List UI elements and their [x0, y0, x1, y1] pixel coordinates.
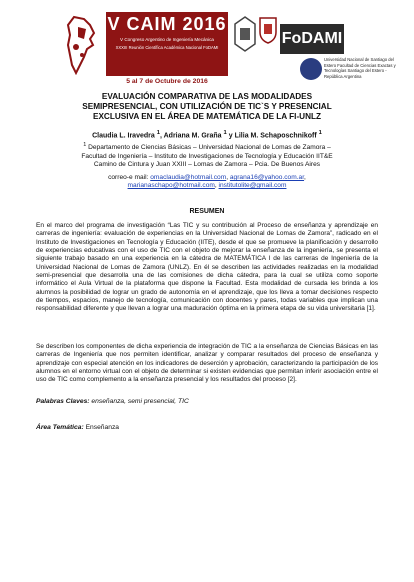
- caim-subtitle: V Congreso Argentino de Ingeniería Mecánica: [120, 37, 214, 42]
- faculty-logo: [234, 16, 256, 52]
- email-line: correo-e mail: omaclaudia@hotmail.com, agrana16@yahoo.com.ar,: [108, 174, 306, 181]
- email-block: [36, 174, 378, 191]
- title-line-3: EXCLUSIVA EN EL ÁREA DE MATEMÁTICA DE LA FI-UNLZ: [92, 112, 322, 122]
- abstract-heading: RESUMEN: [189, 208, 225, 215]
- area-label: Área Temática:: [36, 424, 84, 431]
- author-affiliation-mark: 1: [223, 130, 227, 136]
- author-affiliation-mark: 1: [156, 130, 160, 136]
- affiliation-line: $^1$ Departamento de Ciencias Básicas – Universidad Nacional de Lomas de Zamora –: [83, 142, 331, 152]
- caim-title: V CAIM 2016: [107, 14, 227, 34]
- author-affiliation-mark: 1: [318, 130, 322, 136]
- affiliation: [36, 141, 378, 169]
- affiliation-line: Facultad de Ingeniería – Instituto de Investigaciones de Tecnología y Educación IIT&E: [81, 152, 333, 160]
- author-name: Lilia M. Schaposchnikoff: [234, 132, 317, 140]
- email-link[interactable]: marianaschapo@hotmail.com: [127, 182, 215, 190]
- caim-meeting: XXXIII Reunión Científica Académica Nacional FoDAMI: [115, 45, 219, 50]
- email-line: marianaschapo@hotmail.com, institutolite@gmail.com: [127, 182, 287, 190]
- email-label: correo-e mail:: [108, 174, 149, 181]
- affiliation-line: Camino de Cintura y Juan XXIII – Lomas de Zamora – Pcia. De Buenos Aires: [93, 161, 321, 168]
- argentina-map-logo: [60, 15, 102, 75]
- email-link[interactable]: omaclaudia@hotmail.com: [150, 174, 227, 181]
- university-name: Universidad Nacional de Santiago del Estero Facultad de Ciencias Exactas y Tecnologías Santiago del Estero - República Argentina: [324, 57, 396, 79]
- keywords-label: Palabras Claves:: [36, 398, 90, 405]
- keywords-value: enseñanza, semi presencial, TIC: [91, 398, 189, 405]
- email-link[interactable]: agrana16@yahoo.com.ar: [229, 174, 305, 181]
- author-name: Adriana M. Graña: [163, 132, 222, 140]
- caim-dates: 5 al 7 de Octubre de 2016: [106, 76, 228, 88]
- abstract-paragraph: En el marco del programa de investigación “Las TIC y su contribución al Proceso de enseñanza y aprendizaje en carreras de ingeniería: evaluación de experiencias en la Universidad Nacional de Lomas de Zamora”, radicado en el Instituto de Investigaciones en Tecnología y Educación (IITE), desde el que se promueve la planificación y desarrollo de experiencias educativas con el uso de TIC con el objeto de mejorar la enseñanza de la ingeniería, se presenta el siguiente trabajo basado en una experiencia en la cátedra de MATEMÁTICA I de las carreras de Ingeniería de la Universidad Nacional de Lomas de Zamora (UNLZ). En él se describen las actividades realizadas en la modalidad semi-presencial que desarrolla una de las comisiones de dicha cátedra, para la cual se utiliza como soporte informático el Aula Virtual de la plataforma que dispone la Facultad. Esta modalidad de cursada les brinda a los alumnos la posibilidad de lograr un grado de autonomía en el aprendizaje, que los lleva a tomar decisiones respecto de tiempos, espacios, manejo de tecnología, comunicación con docentes y pares, todas variables que implican una responsabilidad diferente y que llevan a lograr una maduración óptima en la primera etapa de su vida universitaria [1].: [36, 222, 378, 313]
- paper-title: [30, 92, 384, 123]
- title-line-1: EVALUACIÓN COMPARATIVA DE LAS MODALIDADES: [101, 92, 313, 101]
- email-link[interactable]: institutolite@gmail.com: [218, 182, 287, 190]
- keywords: [36, 398, 378, 405]
- area-value: Enseñanza: [85, 424, 120, 431]
- author-list: Claudia L. Iravedra $^1$, Adriana M. Graña $^1$ y Lilia M. Schaposchnikoff $^1$: [92, 130, 322, 140]
- conference-header: [0, 10, 414, 90]
- university-seal-icon: [300, 58, 322, 80]
- thematic-area: [36, 424, 378, 431]
- caim-logo: [106, 12, 228, 88]
- fodami-logo: FoDAMI: [280, 24, 344, 54]
- title-line-2: SEMIPRESENCIAL, CON UTILIZACIÓN DE TIC`S Y PRESENCIAL: [82, 102, 332, 112]
- shield-logo: [258, 16, 278, 44]
- affiliation-mark: 1: [83, 142, 87, 148]
- abstract-paragraph: Se describen los componentes de dicha experiencia de integración de TIC a la enseñanza de Ciencias Básicas en las carreras de Ingeniería que nos permiten identificar, analizar y comparar resultados del proceso de enseñanza y aprendizaje con especial atención en los indicadores de deserción y aprobación, caracterizando la participación de los alumnos en el entorno virtual con el objeto de determinar si existen evidencias que permitan inferir asociación entre el uso de TIC como complemento a la enseñanza presencial y los resultados del proceso [2].: [36, 343, 378, 384]
- author-name: Claudia L. Iravedra: [92, 132, 155, 140]
